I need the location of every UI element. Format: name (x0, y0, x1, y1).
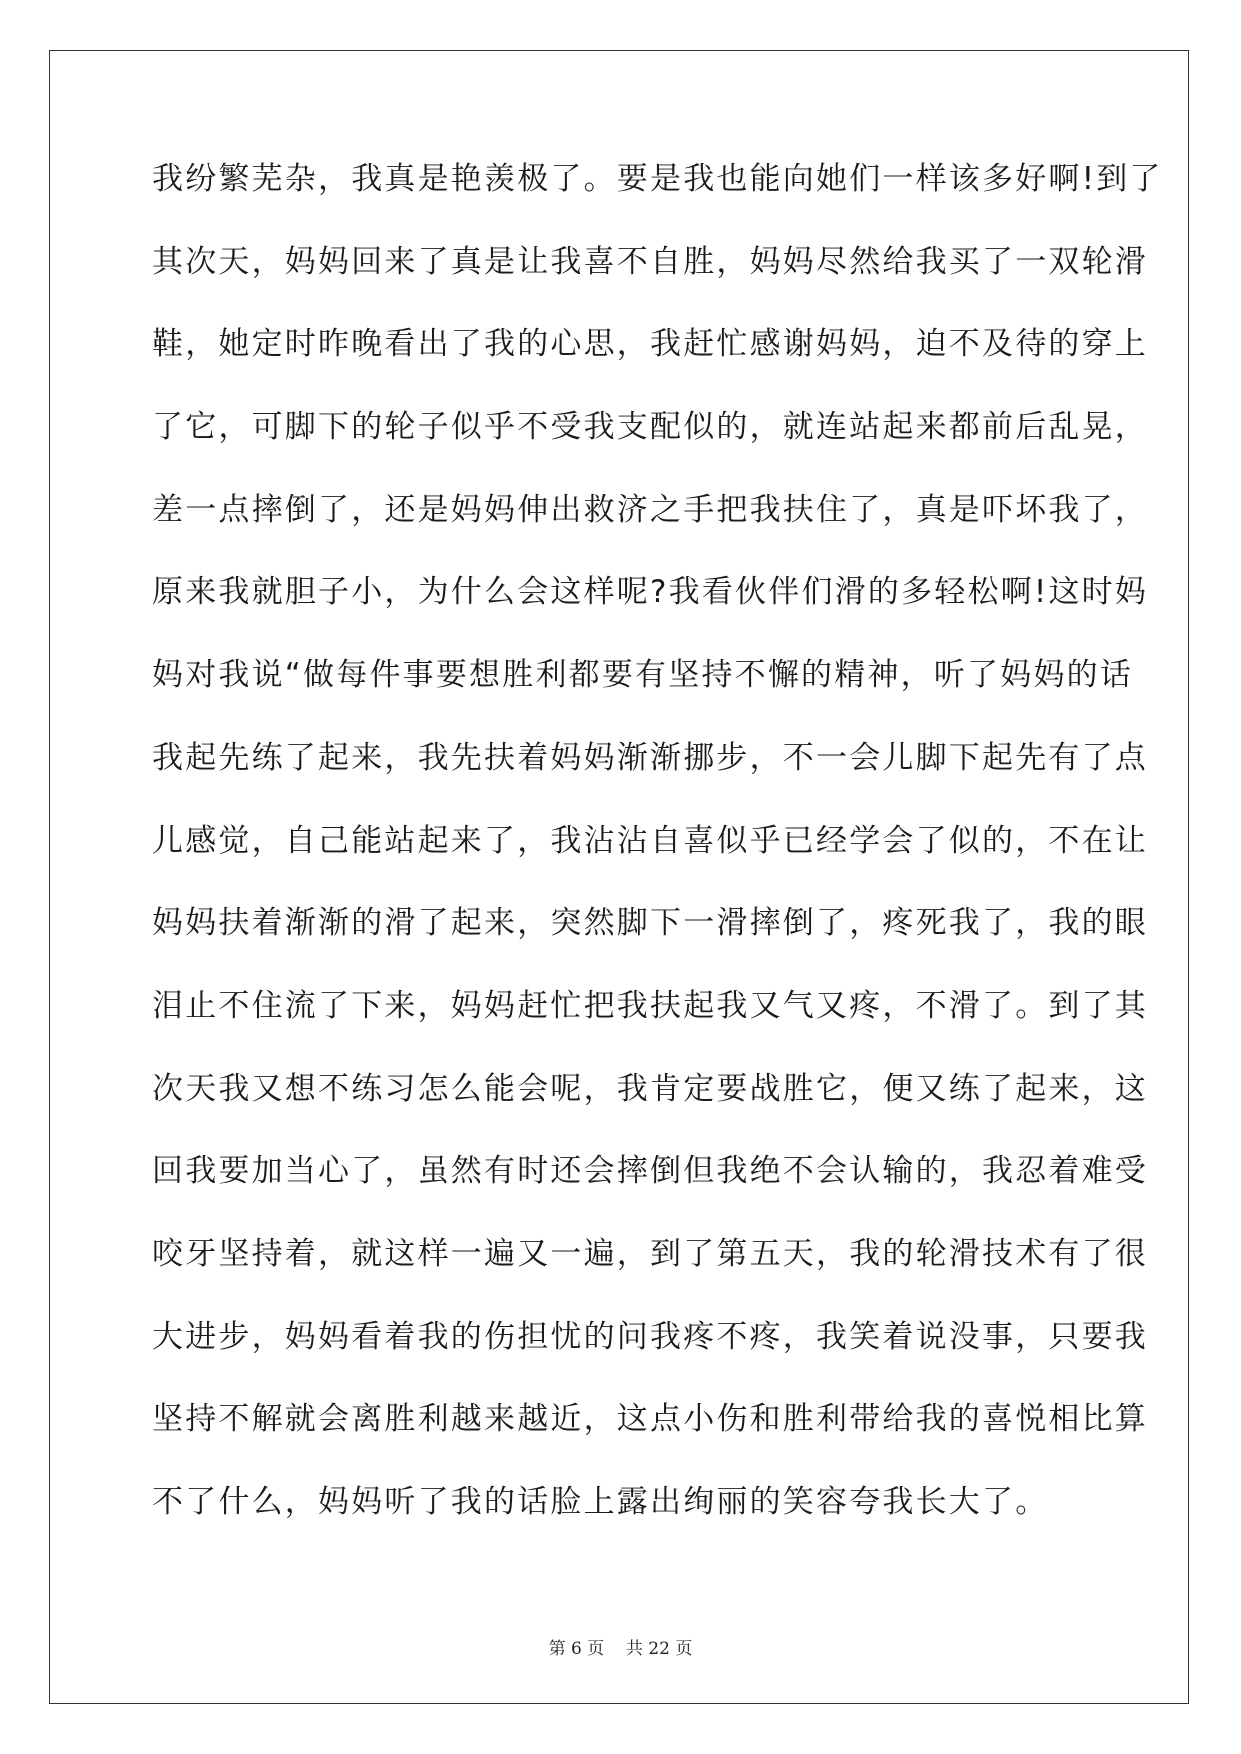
text-line: 不了什么，妈妈听了我的话脸上露出绚丽的笑容夸我长大了。 (152, 1484, 1049, 1520)
text-line: 其次天，妈妈回来了真是让我喜不自胜，妈妈尽然给我买了一双轮滑 (152, 243, 1148, 280)
text-line: 大进步，妈妈看着我的伤担忧的问我疼不疼，我笑着说没事，只要我 (152, 1318, 1148, 1355)
page-footer (0, 1634, 1241, 1659)
text-line: 儿感觉，自己能站起来了，我沾沾自喜似乎已经学会了似的，不在让 (152, 822, 1148, 859)
text-line: 妈妈扶着渐渐的滑了起来，突然脚下一滑摔倒了，疼死我了，我的眼 (152, 905, 1148, 942)
text-line: 差一点摔倒了，还是妈妈伸出救济之手把我扶住了，真是吓坏我了， (152, 491, 1148, 528)
text-line: 妈对我说“做每件事要想胜利都要有坚持不懈的精神，听了妈妈的话 (152, 657, 1134, 694)
text-line: 鞋，她定时昨晚看出了我的心思，我赶忙感谢妈妈，迫不及待的穿上 (152, 326, 1148, 363)
text-line: 次天我又想不练习怎么能会呢，我肯定要战胜它，便又练了起来，这 (152, 1070, 1148, 1107)
text-line: 回我要加当心了，虽然有时还会摔倒但我绝不会认输的，我忍着难受 (152, 1153, 1148, 1190)
text-line: 我纷繁芜杂，我真是艳羡极了。要是我也能向她们一样该多好啊!到了 (152, 161, 1163, 197)
text-line: 坚持不解就会离胜利越来越近，这点小伤和胜利带给我的喜悦相比算 (152, 1401, 1148, 1438)
text-line: 了它，可脚下的轮子似乎不受我支配似的，就连站起来都前后乱晃， (152, 409, 1148, 446)
page-number: 第 6 页 (548, 1639, 605, 1659)
document-body (152, 160, 1163, 1566)
text-line: 我起先练了起来，我先扶着妈妈渐渐挪步，不一会儿脚下起先有了点 (152, 739, 1148, 776)
text-line: 咬牙坚持着，就这样一遍又一遍，到了第五天，我的轮滑技术有了很 (152, 1235, 1148, 1272)
total-pages: 共 22 页 (625, 1639, 693, 1659)
text-line: 原来我就胆子小，为什么会这样呢?我看伙伴们滑的多轻松啊!这时妈 (152, 574, 1149, 611)
text-line: 泪止不住流了下来，妈妈赶忙把我扶起我又气又疼，不滑了。到了其 (152, 987, 1148, 1024)
